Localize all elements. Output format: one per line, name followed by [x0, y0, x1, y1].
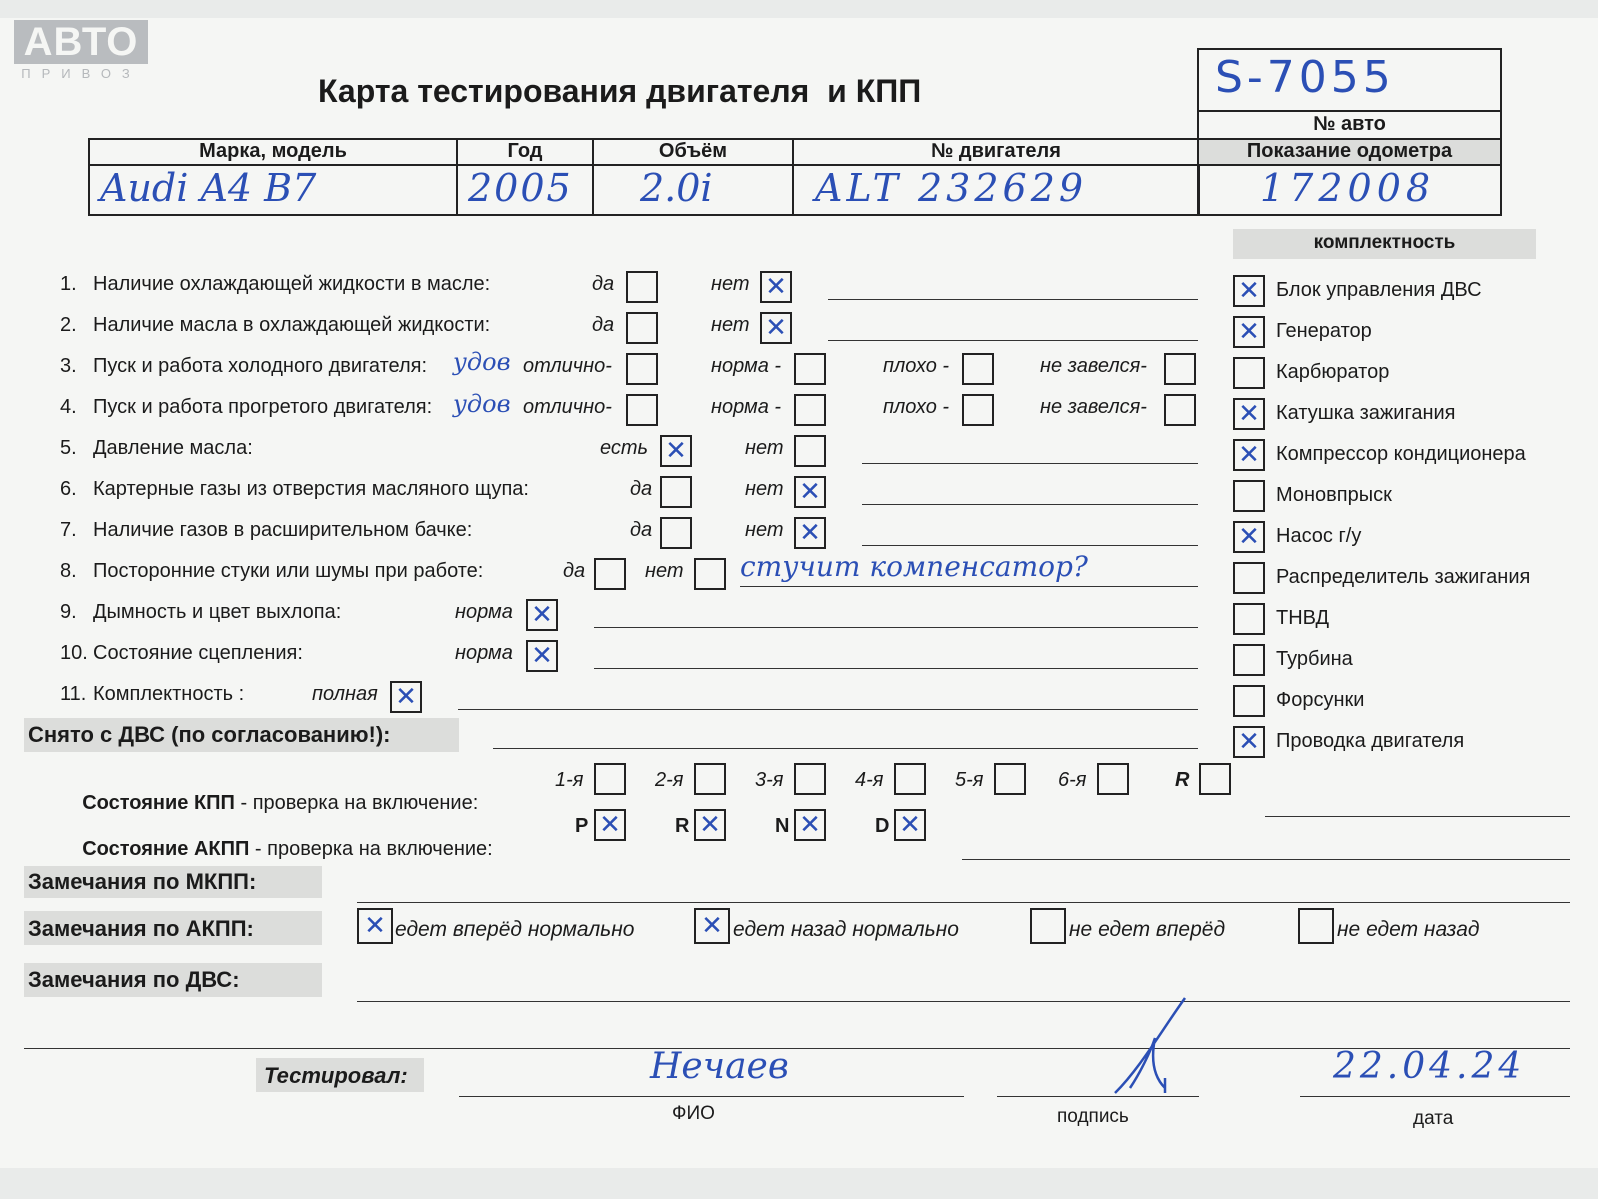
kpp-gear-r: R	[1175, 769, 1190, 791]
logo	[14, 20, 148, 84]
item-7-no-checkbox[interactable]	[794, 517, 826, 549]
completeness-6-label: Моновпрыск	[1276, 484, 1392, 506]
completeness-1-checkbox[interactable]	[1233, 275, 1265, 307]
check-mark: ✕	[665, 436, 687, 466]
completeness-10-label: Турбина	[1276, 648, 1353, 670]
item-11-text: Комплектность :	[93, 683, 245, 705]
completeness-12-label: Проводка двигателя	[1276, 730, 1465, 752]
item-4-num: 4.	[60, 396, 77, 418]
item-6-opt-no: нет	[745, 478, 784, 500]
completeness-3-label: Карбюратор	[1276, 361, 1390, 383]
akpp-back-ok-label: едет назад нормально	[733, 918, 959, 941]
check-mark: ✕	[599, 810, 621, 840]
odometer-value: 172008	[1260, 166, 1436, 210]
item-1-yes-checkbox[interactable]	[626, 271, 658, 303]
item-3-normal-checkbox[interactable]	[794, 353, 826, 385]
akpp-gear-p-checkbox[interactable]	[594, 809, 626, 841]
volume-value: 2.0i	[640, 166, 713, 210]
item-7-line	[862, 545, 1198, 546]
test-card	[0, 18, 1598, 1168]
check-mark: ✕	[1238, 522, 1260, 552]
item-1-line	[828, 299, 1198, 300]
kpp-gear-4: 4-я	[855, 769, 884, 791]
item-3-note: удов	[453, 348, 511, 376]
completeness-8-checkbox[interactable]	[1233, 562, 1265, 594]
tested-label: Тестировал:	[264, 1063, 408, 1088]
item-4-text: Пуск и работа прогретого двигателя:	[93, 396, 433, 418]
item-8-line	[740, 586, 1198, 587]
item-8-yes-checkbox[interactable]	[594, 558, 626, 590]
kpp-label-rest: - проверка на включение:	[234, 792, 479, 814]
remarks-mkpp-line	[357, 902, 1570, 903]
name-line	[459, 1096, 964, 1097]
item-1-opt-no: нет	[711, 273, 750, 295]
akpp-gear-d-checkbox[interactable]	[894, 809, 926, 841]
item-11-num: 11.	[60, 683, 87, 705]
item-2-opt-no: нет	[711, 314, 750, 336]
signature-line	[997, 1096, 1199, 1097]
item-4-normal-checkbox[interactable]	[794, 394, 826, 426]
item-4-opt-bad: плохо -	[883, 396, 950, 418]
item-4-note: удов	[453, 390, 511, 418]
item-3-opt-normal: норма -	[711, 355, 782, 377]
check-mark: ✕	[799, 477, 821, 507]
akpp-gear-r: R	[675, 815, 690, 837]
item-4-opt-nostart: не завелся-	[1040, 396, 1147, 418]
akpp-back-ok-checkbox[interactable]	[694, 908, 730, 944]
kpp-gear-2: 2-я	[655, 769, 684, 791]
engine-label: № двигателя	[931, 140, 1061, 162]
item-8-note: стучит компенсатор?	[740, 550, 1088, 583]
item-1-num: 1.	[60, 273, 77, 295]
check-mark: ✕	[701, 911, 723, 941]
remarks-akpp-label: Замечания по АКПП:	[28, 916, 254, 941]
item-4-nostart-checkbox[interactable]	[1164, 394, 1196, 426]
completeness-9-checkbox[interactable]	[1233, 603, 1265, 635]
item-6-num: 6.	[60, 478, 77, 500]
check-mark: ✕	[799, 518, 821, 548]
check-mark: ✕	[1238, 399, 1260, 429]
akpp-gear-n-checkbox[interactable]	[794, 809, 826, 841]
remarks-dvs-label: Замечания по ДВС:	[28, 967, 240, 992]
completeness-9-label: ТНВД	[1276, 607, 1330, 629]
check-mark: ✕	[1238, 440, 1260, 470]
item-9-opt-normal: норма	[455, 601, 513, 623]
check-mark: ✕	[699, 810, 721, 840]
item-9-num: 9.	[60, 601, 77, 623]
completeness-2-label: Генератор	[1276, 320, 1372, 342]
item-5-yes-checkbox[interactable]	[660, 435, 692, 467]
item-6-opt-yes: да	[630, 478, 653, 500]
item-1-no-checkbox[interactable]	[760, 271, 792, 303]
item-4-bad-checkbox[interactable]	[962, 394, 994, 426]
kpp-line	[1265, 816, 1570, 817]
akpp-forward-ok-checkbox[interactable]	[357, 908, 393, 944]
item-2-yes-checkbox[interactable]	[626, 312, 658, 344]
item-9-text: Дымность и цвет выхлопа:	[93, 601, 342, 623]
year-label: Год	[507, 140, 543, 162]
kpp-gear-4-checkbox[interactable]	[894, 763, 926, 795]
item-10-text: Состояние сцепления:	[93, 642, 303, 664]
page-title: Карта тестирования двигателя и КПП	[318, 73, 922, 109]
kpp-gear-3: 3-я	[755, 769, 784, 791]
item-5-no-checkbox[interactable]	[794, 435, 826, 467]
item-5-opt-no: нет	[745, 437, 784, 459]
akpp-label-bold: Состояние АКПП	[82, 838, 250, 860]
make-label: Марка, модель	[199, 140, 347, 162]
completeness-6-checkbox[interactable]	[1233, 480, 1265, 512]
item-5-opt-yes: есть	[600, 437, 649, 459]
completeness-11-label: Форсунки	[1276, 689, 1365, 711]
item-3-opt-excellent: отлично-	[523, 355, 612, 377]
item-4-opt-excellent: отлично-	[523, 396, 612, 418]
item-3-num: 3.	[60, 355, 77, 377]
removed-label: Снято с ДВС (по согласованию!):	[28, 722, 391, 747]
check-mark: ✕	[765, 313, 787, 343]
completeness-7-checkbox[interactable]	[1233, 521, 1265, 553]
akpp-gear-n: N	[775, 815, 790, 837]
check-mark: ✕	[765, 272, 787, 302]
akpp-forward-ok-label: едет вперёд нормально	[395, 918, 635, 941]
item-3-nostart-checkbox[interactable]	[1164, 353, 1196, 385]
item-6-text: Картерные газы из отверстия масляного щупа:	[93, 478, 529, 500]
item-1-text: Наличие охлаждающей жидкости в масле:	[93, 273, 491, 295]
car-number-value: S-7055	[1215, 52, 1395, 103]
kpp-gear-5: 5-я	[955, 769, 984, 791]
odometer-label: Показание одометра	[1246, 140, 1453, 162]
item-3-bad-checkbox[interactable]	[962, 353, 994, 385]
item-11-full-checkbox[interactable]	[390, 681, 422, 713]
item-3-text: Пуск и работа холодного двигателя:	[93, 355, 428, 377]
item-7-num: 7.	[60, 519, 77, 541]
kpp-gear-1: 1-я	[555, 769, 584, 791]
item-10-opt-normal: норма	[455, 642, 513, 664]
completeness-5-label: Компрессор кондиционера	[1276, 443, 1526, 465]
date-value: 22.04.24	[1333, 1046, 1526, 1087]
check-mark: ✕	[1238, 727, 1260, 757]
kpp-gear-6-checkbox[interactable]	[1097, 763, 1129, 795]
completeness-7-label: Насос г/у	[1276, 525, 1362, 547]
completeness-3-checkbox[interactable]	[1233, 357, 1265, 389]
akpp-gear-p: P	[575, 815, 589, 837]
check-mark: ✕	[1238, 317, 1260, 347]
check-mark: ✕	[531, 641, 553, 671]
completeness-12-checkbox[interactable]	[1233, 726, 1265, 758]
completeness-5-checkbox[interactable]	[1233, 439, 1265, 471]
item-4-excellent-checkbox[interactable]	[626, 394, 658, 426]
item-8-opt-yes: да	[563, 560, 586, 582]
signature	[1070, 993, 1200, 1103]
kpp-gear-2-checkbox[interactable]	[694, 763, 726, 795]
item-2-num: 2.	[60, 314, 77, 336]
item-3-excellent-checkbox[interactable]	[626, 353, 658, 385]
completeness-8-label: Распределитель зажигания	[1276, 566, 1531, 588]
completeness-10-checkbox[interactable]	[1233, 644, 1265, 676]
date-caption: дата	[1413, 1108, 1454, 1129]
item-8-no-checkbox[interactable]	[694, 558, 726, 590]
kpp-gear-r-checkbox[interactable]	[1199, 763, 1231, 795]
item-10-normal-checkbox[interactable]	[526, 640, 558, 672]
engine-value: ALT 232629	[815, 166, 1088, 210]
remarks-mkpp-label: Замечания по МКПП:	[28, 869, 257, 894]
item-2-text: Наличие масла в охлаждающей жидкости:	[93, 314, 491, 336]
item-7-opt-yes: да	[630, 519, 653, 541]
item-7-text: Наличие газов в расширительном бачке:	[93, 519, 473, 541]
item-5-text: Давление масла:	[93, 437, 253, 459]
item-7-yes-checkbox[interactable]	[660, 517, 692, 549]
name-caption: ФИО	[672, 1103, 715, 1124]
check-mark: ✕	[395, 682, 417, 712]
completeness-4-checkbox[interactable]	[1233, 398, 1265, 430]
logo-bottom: ПРИВОЗ	[21, 66, 141, 81]
item-4-opt-normal: норма -	[711, 396, 782, 418]
item-2-line	[828, 340, 1198, 341]
item-3-opt-nostart: не завелся-	[1040, 355, 1147, 377]
item-10-line	[594, 668, 1198, 669]
completeness-title: комплектность	[1313, 232, 1456, 253]
item-6-no-checkbox[interactable]	[794, 476, 826, 508]
kpp-gear-6: 6-я	[1058, 769, 1087, 791]
year-value: 2005	[468, 166, 573, 210]
tester-name-value: Нечаев	[650, 1046, 789, 1087]
akpp-no-back-checkbox[interactable]	[1298, 908, 1334, 944]
item-2-opt-yes: да	[592, 314, 615, 336]
item-10-num: 10.	[60, 642, 88, 664]
item-5-line	[862, 463, 1198, 464]
item-5-num: 5.	[60, 437, 77, 459]
item-11-opt-full: полная	[312, 683, 378, 705]
item-1-opt-yes: да	[592, 273, 615, 295]
remarks-dvs-line	[357, 1001, 1570, 1002]
item-8-num: 8.	[60, 560, 77, 582]
item-7-opt-no: нет	[745, 519, 784, 541]
akpp-gear-d: D	[875, 815, 890, 837]
akpp-no-back-label: не едет назад	[1337, 918, 1480, 941]
item-2-no-checkbox[interactable]	[760, 312, 792, 344]
item-6-line	[862, 504, 1198, 505]
logo-top: АВТО	[14, 20, 148, 64]
kpp-gear-3-checkbox[interactable]	[794, 763, 826, 795]
kpp-gear-1-checkbox[interactable]	[594, 763, 626, 795]
akpp-no-forward-checkbox[interactable]	[1030, 908, 1066, 944]
check-mark: ✕	[364, 911, 386, 941]
check-mark: ✕	[1238, 276, 1260, 306]
completeness-2-checkbox[interactable]	[1233, 316, 1265, 348]
kpp-label-bold: Состояние КПП	[82, 792, 235, 814]
check-mark: ✕	[531, 600, 553, 630]
item-11-line	[458, 709, 1198, 710]
completeness-4-label: Катушка зажигания	[1276, 402, 1456, 424]
akpp-no-forward-label: не едет вперёд	[1069, 918, 1226, 941]
akpp-gear-r-checkbox[interactable]	[694, 809, 726, 841]
kpp-gear-5-checkbox[interactable]	[994, 763, 1026, 795]
akpp-line	[962, 859, 1570, 860]
completeness-11-checkbox[interactable]	[1233, 685, 1265, 717]
item-3-opt-bad: плохо -	[883, 355, 950, 377]
make-value: Audi A4 B7	[100, 166, 317, 210]
item-9-line	[594, 627, 1198, 628]
date-line	[1300, 1096, 1570, 1097]
item-8-text: Посторонние стуки или шумы при работе:	[93, 560, 484, 582]
signature-stroke	[1115, 998, 1185, 1093]
signature-caption: подпись	[1057, 1106, 1129, 1127]
item-8-opt-no: нет	[645, 560, 684, 582]
car-number-label: № авто	[1313, 113, 1386, 135]
item-6-yes-checkbox[interactable]	[660, 476, 692, 508]
volume-label: Объём	[658, 140, 728, 162]
check-mark: ✕	[899, 810, 921, 840]
check-mark: ✕	[799, 810, 821, 840]
akpp-label-rest: - проверка на включение:	[249, 838, 493, 860]
item-9-normal-checkbox[interactable]	[526, 599, 558, 631]
completeness-1-label: Блок управления ДВС	[1276, 279, 1482, 301]
removed-line	[493, 748, 1198, 749]
